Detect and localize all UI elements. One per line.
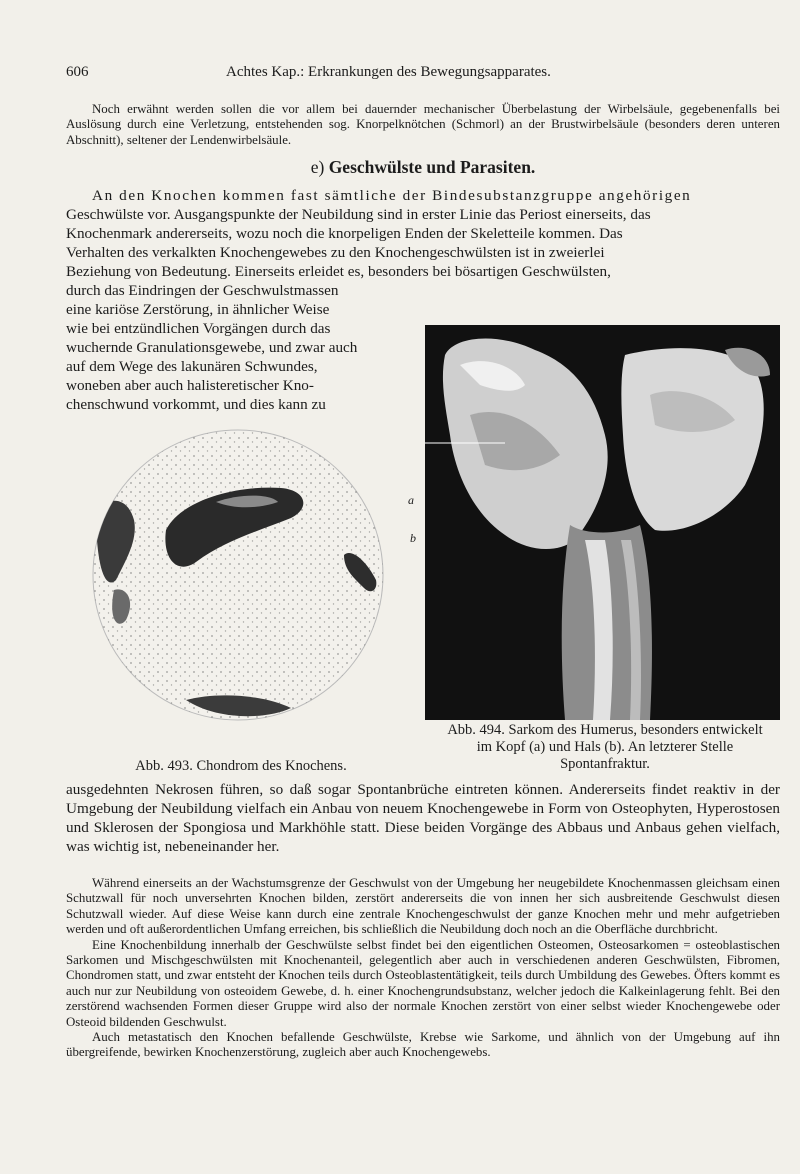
small-print-section: [66, 876, 780, 1061]
body-line: wie bei entzündlichen Vorgängen durch das: [66, 320, 331, 337]
body-line: Geschwülste vor. Ausgangspunkte der Neubildung sind in erster Linie das Periost einerseits, das: [66, 206, 651, 223]
caption-line: im Kopf (a) und Hals (b). An letzterer Stelle: [476, 739, 734, 755]
body-line: Knochenmark andererseits, wozu noch die knorpeligen Enden der Skeletteile kommen. Das: [66, 225, 623, 242]
figure-label-a: a: [408, 493, 414, 507]
continuation-paragraph: ausgedehnten Nekrosen führen, so daß sogar Spontanbrüche eintreten können. Andererseits findet reaktiv in der Umgebung der Neubildung vielfach ein Anbau von neuem Knochengewebe in Form von Osteophyten, Hyperostosen und Sklerosen der Spongiosa und Markhöhle statt. Diese beiden Vorgänge des Abbaus und Anbaus gehen vielfach, was wichtig ist, nebeneinander her.: [66, 781, 780, 855]
caption-line: Spontanfraktur.: [560, 756, 650, 772]
small-paragraph: Eine Knochenbildung innerhalb der Geschwülste selbst findet bei den eigentlichen Osteomen, Osteosarkomen = osteoblastischen Sarkomen und Mischgeschwülsten mit Knochenanteil, gelegentlich aber auch in verschiedenen anderen Geschwülsten, Fibromen, Chondromen statt, und zwar entsteht der Knochen teils durch Osteoblastentätigkeit, teils durch Umbildung des Gewebes. Öfters kommt es auch nur zur Neubildung von osteoidem Gewebe, d. h. einer Knochengrundsubstanz, welcher jedoch die Kalkeinlagerung fehlt. Bei den zerstörend wachsenden Formen dieser Gruppe wird also der normale Knochen zerstört von einer selbst wieder Knochengewebe oder Osteoid bildenden Geschwulst.: [66, 937, 780, 1029]
section-label: e): [310, 157, 325, 177]
body-line: eine kariöse Zerstörung, in ähnlicher Weise: [66, 301, 330, 318]
body-line: An den Knochen kommen fast sämtliche der Bindesubstanzgruppe angehörigen: [92, 187, 692, 204]
figure-493-caption: Abb. 493. Chondrom des Knochens.: [135, 758, 347, 774]
section-heading: [66, 157, 780, 178]
figure-label-b: b: [410, 531, 416, 545]
body-line: woneben aber auch halisteretischer Kno-: [66, 377, 314, 394]
running-header: [66, 64, 732, 86]
caption-line: Abb. 494. Sarkom des Humerus, besonders entwickelt: [447, 722, 763, 738]
section-title: Geschwülste und Parasiten.: [328, 157, 536, 177]
body-line: Verhalten des verkalkten Knochengewebes zu den Knochengeschwülsten ist in zweierlei: [66, 244, 605, 261]
humerus-sarcoma-photo-figure: [425, 325, 780, 720]
small-paragraph: Auch metastatisch den Knochen befallende Geschwülste, Krebse wie Sarkome, und ähnlich von der Umgebung auf ihn übergreifende, bewirken Knochenzerstörung, zugleich aber auch Knochengewebs.: [66, 1030, 780, 1060]
body-line: chenschwund vorkommt, und dies kann zu: [66, 396, 326, 413]
intro-paragraph: Noch erwähnt werden sollen die vor allem bei dauernder mechanischer Überbelastung der Wirbelsäule, gegebenenfalls bei Auslösung durch eine Verletzung, entstehenden sog. Knorpelknötchen (Schmorl) an der Brustwirbelsäule (besonders deren unteren Abschnitt), seltener der Lendenwirbelsäule.: [66, 102, 780, 147]
page-number: 606: [66, 64, 89, 80]
figure-494-caption: [425, 722, 785, 773]
small-paragraph: Während einerseits an der Wachstumsgrenze der Geschwulst von der Umgebung her neugebildete Knochenmassen gleichsam einen Schutzwall für noch unversehrten Knochen bilden, zerstört andererseits die von innen her sich ausbreitende Geschwulst diesen Schutzwall wieder. Auf diese Weise kann durch eine zentrale Knochengeschwulst der ganze Knochen mehr und mehr aufgetrieben werden und oft außerordentlichen Umfang erreichen, bis schließlich die Neubildung doch noch an die Oberfläche durchbricht.: [66, 876, 780, 937]
running-title: Achtes Kap.: Erkrankungen des Bewegungsapparates.: [226, 64, 551, 80]
body-line: auf dem Wege des lakunären Schwundes,: [66, 358, 318, 375]
body-line: Beziehung von Bedeutung. Einerseits erleidet es, besonders bei bösartigen Geschwülsten,: [66, 263, 611, 280]
body-line: durch das Eindringen der Geschwulstmassen: [66, 282, 339, 299]
body-line: wuchernde Granulationsgewebe, und zwar auch: [66, 339, 358, 356]
chondroma-micrograph-figure: [66, 390, 416, 760]
